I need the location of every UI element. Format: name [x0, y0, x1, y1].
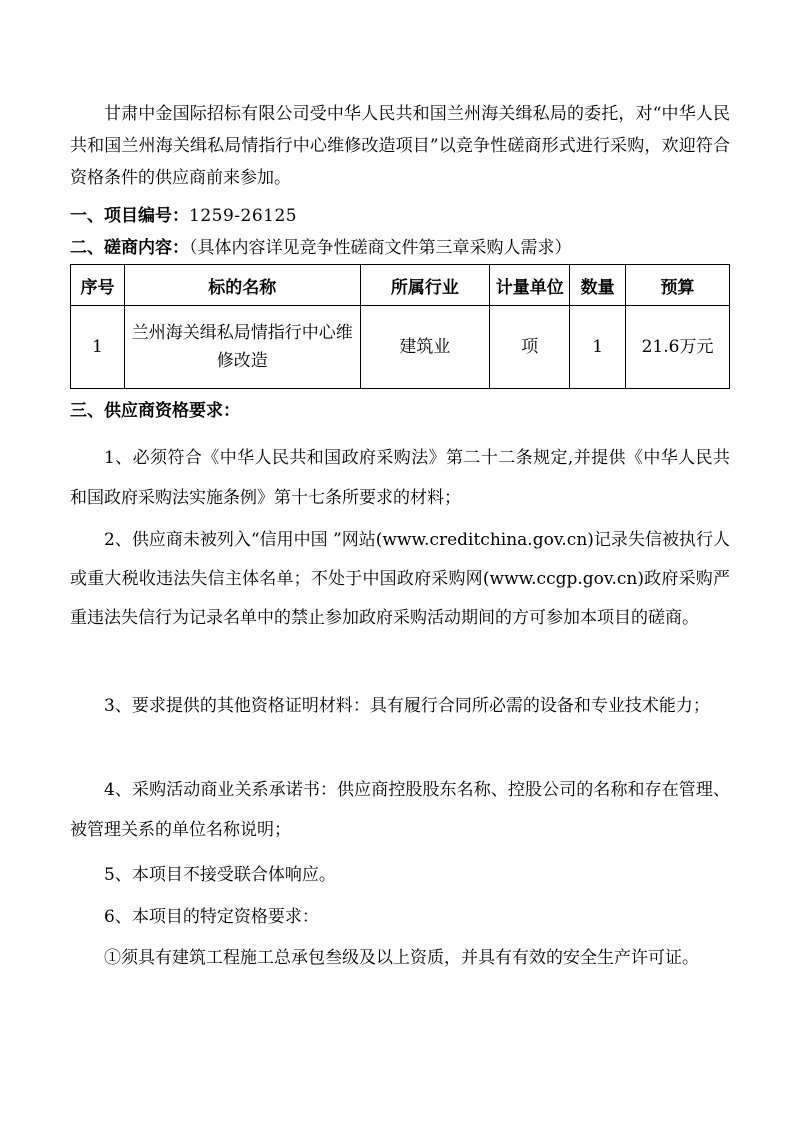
cell-no: 1 [71, 306, 125, 389]
section-supplier-qualifications [70, 396, 730, 426]
requirement-item-6-1: ①须具有建筑工程施工总承包叁级及以上资质，并具有有效的安全生产许可证。 [104, 948, 699, 968]
cell-unit: 项 [490, 306, 570, 389]
table-header-row [71, 265, 730, 306]
cell-industry: 建筑业 [360, 306, 490, 389]
procurement-table [70, 264, 730, 389]
col-header-industry: 所属行业 [360, 265, 490, 306]
requirement-item-4: 4、采购活动商业关系承诺书：供应商控股股东名称、控股公司的名称和存在管理、被管理关系的单位名称说明； [70, 780, 730, 840]
col-header-no: 序号 [71, 265, 125, 306]
requirement-item-3: 3、要求提供的其他资格证明材料：具有履行合同所必需的设备和专业技术能力； [104, 696, 710, 716]
col-header-name: 标的名称 [124, 265, 360, 306]
table-row [71, 306, 730, 389]
cell-name: 兰州海关缉私局情指行中心维修改造 [124, 306, 360, 389]
section-2-label: 二、磋商内容： [70, 238, 189, 258]
requirement-item-6: 6、本项目的特定资格要求： [104, 907, 319, 927]
col-header-unit: 计量单位 [490, 265, 570, 306]
requirement-item-1: 1、必须符合《中华人民共和国政府采购法》第二十二条规定,并提供《中华人民共和国政府采购法实施条例》第十七条所要求的材料； [70, 448, 730, 508]
requirement-item-2: 2、供应商未被列入“信用中国 ”网站(www.creditchina.gov.cn)记录失信被执行人或重大税收违法失信主体名单；不处于中国政府采购网(www.ccgp.gov.cn)政府采购严重违法失信行为记录名单中的禁止参加政府采购活动期间的方可参加本项目的磋商。 [70, 530, 730, 628]
requirement-item-5: 5、本项目不接受联合体响应。 [104, 865, 336, 885]
cell-qty: 1 [570, 306, 626, 389]
cell-budget: 21.6万元 [626, 306, 730, 389]
section-1-label: 一、项目编号： [70, 206, 189, 226]
col-header-budget: 预算 [626, 265, 730, 306]
section-negotiation-content [70, 233, 730, 263]
project-number: 1259-26125 [189, 206, 298, 226]
col-header-qty: 数量 [570, 265, 626, 306]
section-3-label: 三、供应商资格要求： [70, 401, 240, 421]
section-project-number [70, 201, 730, 231]
intro-paragraph: 甘肃中金国际招标有限公司受中华人民共和国兰州海关缉私局的委托，对“中华人民共和国兰州海关缉私局情指行中心维修改造项目”以竞争性磋商形式进行采购，欢迎符合资格条件的供应商前来参加。 [70, 104, 730, 188]
section-2-note: （具体内容详见竞争性磋商文件第三章采购人需求） [189, 238, 572, 258]
